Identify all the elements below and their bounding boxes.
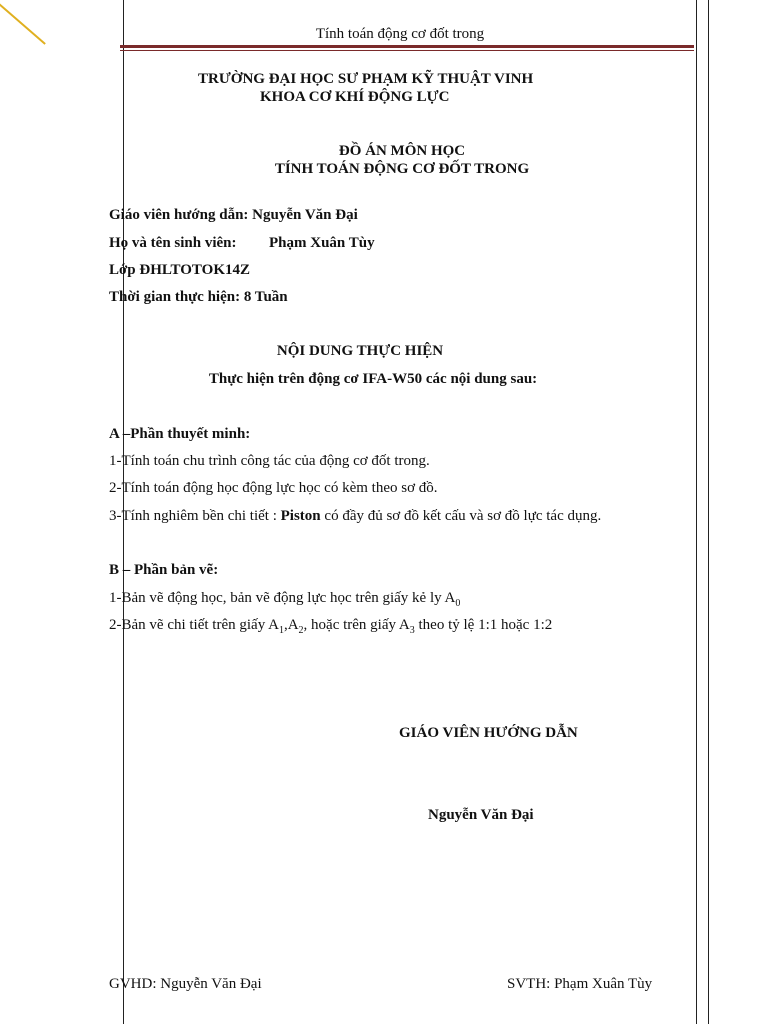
class-line: Lớp ĐHLTOTOK14Z <box>109 262 251 278</box>
section-a-item-3-text: 3-Tính nghiêm bền chi tiết : <box>109 508 281 524</box>
section-a-item-1: 1-Tính toán chu trình công tác của động cơ đốt trong. <box>109 453 430 469</box>
signature-name: Nguyễn Văn Đại <box>428 807 534 823</box>
paper-size-subscript: 3 <box>409 625 415 636</box>
student-name: Phạm Xuân Tùy <box>269 235 375 251</box>
section-b-item-2-sep: ,A <box>283 617 299 633</box>
section-b-item-2-text: 2-Bản vẽ chi tiết trên giấy A <box>109 617 279 633</box>
section-a-item-3-rest: có đầy đủ sơ đồ kết cấu và sơ đồ lực tác dụng. <box>320 508 602 524</box>
signature-role: GIÁO VIÊN HƯỚNG DẪN <box>399 725 578 741</box>
paper-size-subscript: 2 <box>298 625 304 636</box>
section-b-item-2-mid: , hoặc trên giấy A <box>303 617 410 633</box>
paper-size-subscript: 1 <box>278 625 284 636</box>
footer-student: SVTH: Phạm Xuân Tùy <box>507 976 653 992</box>
page-header-title: Tính toán động cơ đốt trong <box>315 26 485 42</box>
duration-line: Thời gian thực hiện: 8 Tuần <box>109 289 288 305</box>
section-a-item-2: 2-Tính toán động học động lực học có kèm theo sơ đồ. <box>109 480 438 496</box>
section-b-item-2 <box>109 616 552 634</box>
project-title-1: ĐỒ ÁN MÔN HỌC <box>338 143 466 159</box>
faculty-name: KHOA CƠ KHÍ ĐỘNG LỰC <box>260 89 450 105</box>
piston-emphasis: Piston <box>280 508 321 524</box>
right-margin-line-outer <box>708 0 709 1024</box>
section-b-item-2-rest: theo tỷ lệ 1:1 hoặc 1:2 <box>414 617 553 633</box>
footer-advisor: GVHD: Nguyễn Văn Đại <box>109 976 262 992</box>
paper-size-subscript: 0 <box>455 598 461 609</box>
content-heading: NỘI DUNG THỰC HIỆN <box>276 343 444 359</box>
content-subheading: Thực hiện trên động cơ IFA-W50 các nội dung sau: <box>208 371 538 387</box>
section-b-item-1-text: 1-Bản vẽ động học, bản vẽ động lực học trên giấy kẻ ly A <box>109 590 456 606</box>
section-a-item-3 <box>109 507 601 525</box>
header-rule-thick <box>120 45 694 48</box>
school-name: TRƯỜNG ĐẠI HỌC SƯ PHẠM KỸ THUẬT VINH <box>198 71 534 87</box>
advisor-line: Giáo viên hướng dẫn: Nguyễn Văn Đại <box>109 207 358 223</box>
header-rule-thin <box>120 50 694 51</box>
right-margin-line-inner <box>696 0 697 1024</box>
project-title-2: TÍNH TOÁN ĐỘNG CƠ ĐỐT TRONG <box>274 161 530 177</box>
section-a-title: A –Phần thuyết minh: <box>109 426 251 442</box>
student-label: Họ và tên sinh viên: <box>109 235 237 251</box>
section-b-title: B – Phần bản vẽ: <box>109 562 219 578</box>
section-b-item-1 <box>109 589 460 607</box>
